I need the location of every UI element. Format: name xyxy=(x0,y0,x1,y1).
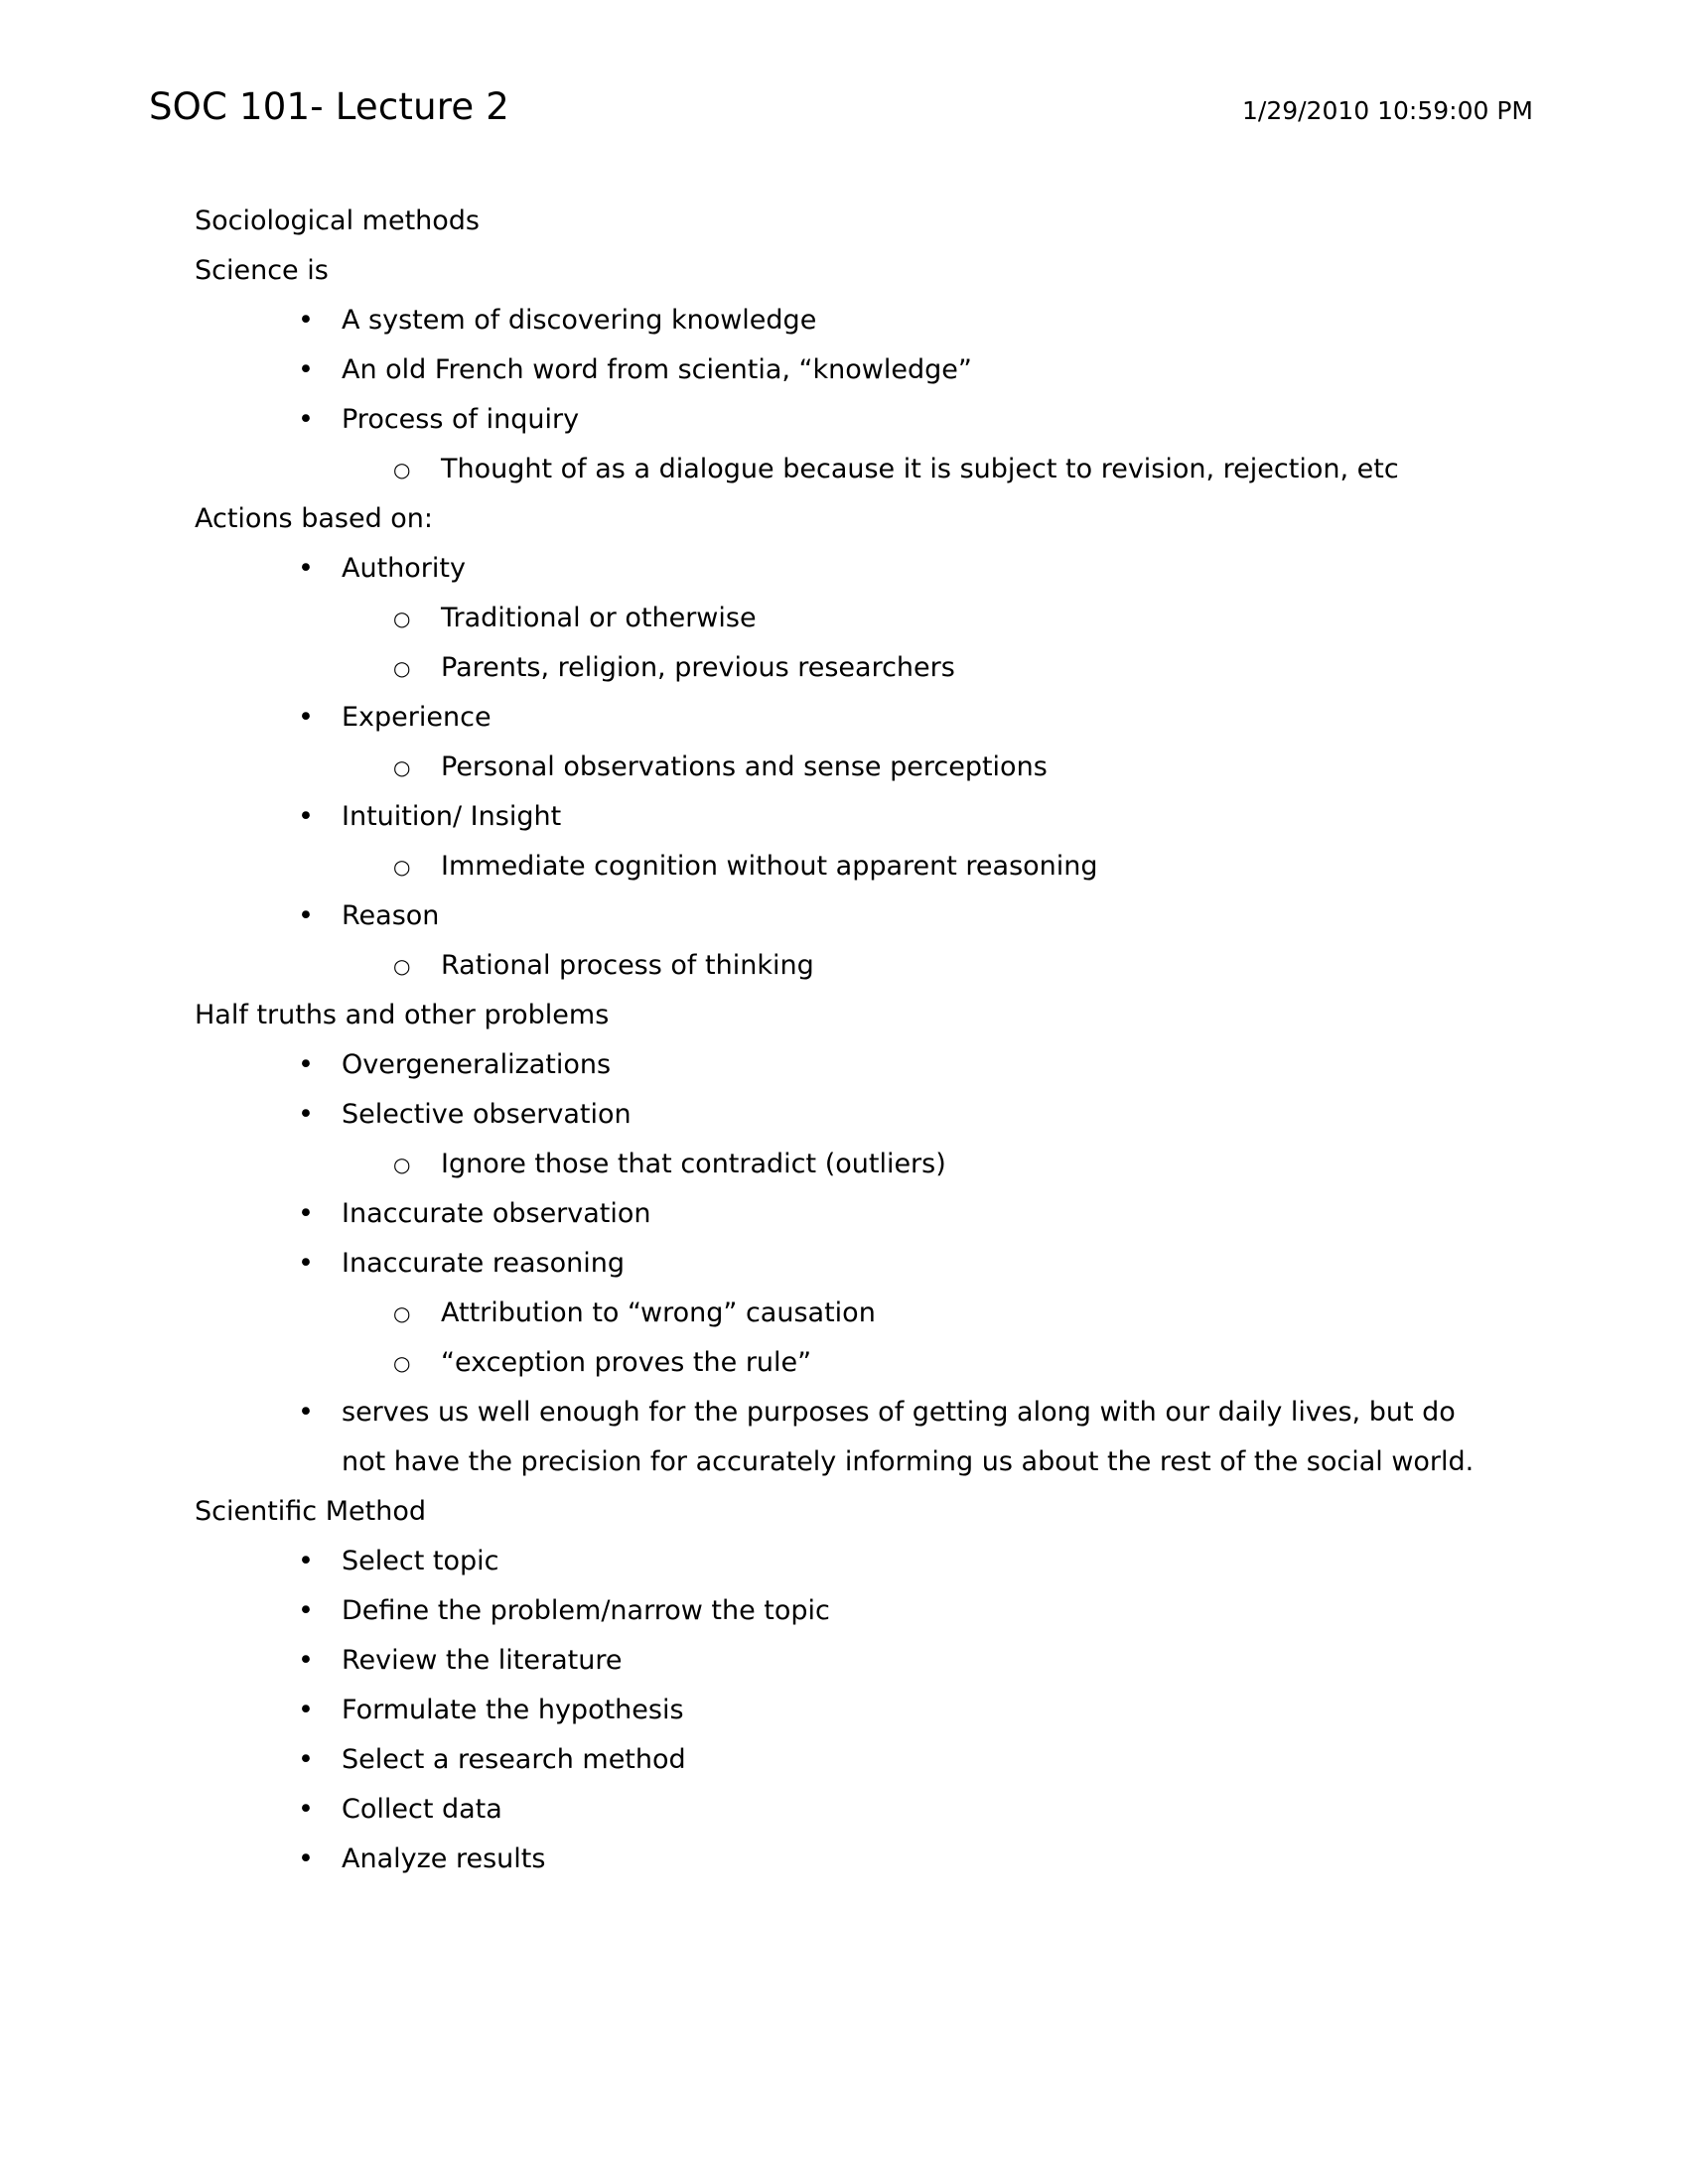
outline-item-text: Review the literature xyxy=(342,1645,623,1676)
outline-bullet-item xyxy=(195,1140,1485,1189)
filled-bullet-icon: • xyxy=(298,1595,314,1626)
outline-item-text: Experience xyxy=(342,702,492,733)
filled-bullet-icon: • xyxy=(298,1695,314,1725)
hollow-bullet-icon: ○ xyxy=(393,1351,411,1375)
filled-bullet-icon: • xyxy=(298,801,314,832)
outline-item-text: Scientific Method xyxy=(195,1496,426,1527)
outline-item-text: “exception proves the rule” xyxy=(441,1347,812,1378)
outline-bullet-item xyxy=(195,345,1485,395)
hollow-bullet-icon: ○ xyxy=(393,855,411,879)
outline-bullet-item xyxy=(195,445,1485,494)
outline-item-text: Traditional or otherwise xyxy=(441,603,757,633)
outline-item-text: Overgeneralizations xyxy=(342,1049,612,1080)
outline-bullet-item xyxy=(195,1636,1485,1686)
outline-bullet-item xyxy=(195,891,1485,941)
outline-item-text: Immediate cognition without apparent reasoning xyxy=(441,851,1098,882)
outline-item-text: Inaccurate observation xyxy=(342,1198,651,1229)
outline-bullet-item xyxy=(195,743,1485,792)
outline-bullet-item xyxy=(195,1289,1485,1338)
document-header xyxy=(149,87,1539,128)
filled-bullet-icon: • xyxy=(298,1645,314,1676)
outline-item-text: Sociological methods xyxy=(195,205,480,236)
hollow-bullet-icon: ○ xyxy=(393,954,411,978)
filled-bullet-icon: • xyxy=(298,1744,314,1775)
filled-bullet-icon: • xyxy=(298,1198,314,1229)
outline-heading xyxy=(195,1487,1485,1537)
filled-bullet-icon: • xyxy=(298,1049,314,1080)
hollow-bullet-icon: ○ xyxy=(393,607,411,630)
outline-item-text: Intuition/ Insight xyxy=(342,801,562,832)
outline-item-text: Process of inquiry xyxy=(342,404,580,435)
outline-bullet-item xyxy=(195,1189,1485,1239)
hollow-bullet-icon: ○ xyxy=(393,458,411,481)
document-timestamp: 1/29/2010 10:59:00 PM xyxy=(1241,96,1533,125)
outline-bullet-item xyxy=(195,941,1485,991)
outline-bullet-item xyxy=(195,1040,1485,1090)
filled-bullet-icon: • xyxy=(298,1794,314,1825)
outline-item-text: Parents, religion, previous researchers xyxy=(441,652,955,683)
outline-bullet-item xyxy=(195,594,1485,643)
outline-item-text: Thought of as a dialogue because it is subject to revision, rejection, etc xyxy=(441,454,1399,484)
outline-item-text: Collect data xyxy=(342,1794,502,1825)
outline-bullet-item xyxy=(195,1239,1485,1289)
outline-item-text: Ignore those that contradict (outliers) xyxy=(441,1149,946,1179)
outline-item-text: Select a research method xyxy=(342,1744,686,1775)
filled-bullet-icon: • xyxy=(298,404,314,435)
outline-item-text: Formulate the hypothesis xyxy=(342,1695,684,1725)
hollow-bullet-icon: ○ xyxy=(393,1301,411,1325)
filled-bullet-icon: • xyxy=(298,1546,314,1576)
filled-bullet-icon: • xyxy=(298,305,314,336)
outline-item-text: serves us well enough for the purposes of getting along with our daily lives, but do not have the precision for accurately informing us about the rest of the social world. xyxy=(342,1397,1475,1477)
hollow-bullet-icon: ○ xyxy=(393,755,411,779)
outline-bullet-item xyxy=(195,842,1485,891)
filled-bullet-icon: • xyxy=(298,900,314,931)
outline-bullet-item xyxy=(195,1735,1485,1785)
outline-bullet-item xyxy=(195,1686,1485,1735)
outline-item-text: Attribution to “wrong” causation xyxy=(441,1297,876,1328)
outline-bullet-item xyxy=(195,1785,1485,1835)
outline-bullet-item xyxy=(195,693,1485,743)
filled-bullet-icon: • xyxy=(298,1397,314,1428)
filled-bullet-icon: • xyxy=(298,1248,314,1279)
outline-bullet-item xyxy=(195,1586,1485,1636)
outline-item-text: Selective observation xyxy=(342,1099,632,1130)
outline-item-text: Inaccurate reasoning xyxy=(342,1248,625,1279)
outline-bullet-item xyxy=(195,1388,1485,1487)
outline-item-text: A system of discovering knowledge xyxy=(342,305,817,336)
outline-item-text: Authority xyxy=(342,553,466,584)
outline-heading xyxy=(195,991,1485,1040)
outline-item-text: Science is xyxy=(195,255,329,286)
outline-bullet-item xyxy=(195,1338,1485,1388)
filled-bullet-icon: • xyxy=(298,1099,314,1130)
hollow-bullet-icon: ○ xyxy=(393,656,411,680)
outline-bullet-item xyxy=(195,643,1485,693)
outline-bullet-item xyxy=(195,395,1485,445)
outline-list xyxy=(195,197,1485,1884)
outline-item-text: Define the problem/narrow the topic xyxy=(342,1595,830,1626)
outline-item-text: Personal observations and sense perceptions xyxy=(441,751,1048,782)
filled-bullet-icon: • xyxy=(298,1843,314,1874)
outline-bullet-item xyxy=(195,296,1485,345)
outline-bullet-item xyxy=(195,1090,1485,1140)
outline-heading xyxy=(195,246,1485,296)
outline-item-text: Select topic xyxy=(342,1546,499,1576)
outline-heading xyxy=(195,494,1485,544)
outline-bullet-item xyxy=(195,1537,1485,1586)
outline-item-text: An old French word from scientia, “knowledge” xyxy=(342,354,972,385)
filled-bullet-icon: • xyxy=(298,354,314,385)
page-title: SOC 101- Lecture 2 xyxy=(149,85,510,128)
outline-bullet-item xyxy=(195,544,1485,594)
outline-bullet-item xyxy=(195,792,1485,842)
outline-heading xyxy=(195,197,1485,246)
hollow-bullet-icon: ○ xyxy=(393,1153,411,1176)
outline-item-text: Half truths and other problems xyxy=(195,1000,610,1030)
outline-item-text: Reason xyxy=(342,900,440,931)
filled-bullet-icon: • xyxy=(298,702,314,733)
outline-item-text: Analyze results xyxy=(342,1843,546,1874)
outline-item-text: Rational process of thinking xyxy=(441,950,814,981)
outline-bullet-item xyxy=(195,1835,1485,1884)
filled-bullet-icon: • xyxy=(298,553,314,584)
outline-item-text: Actions based on: xyxy=(195,503,434,534)
